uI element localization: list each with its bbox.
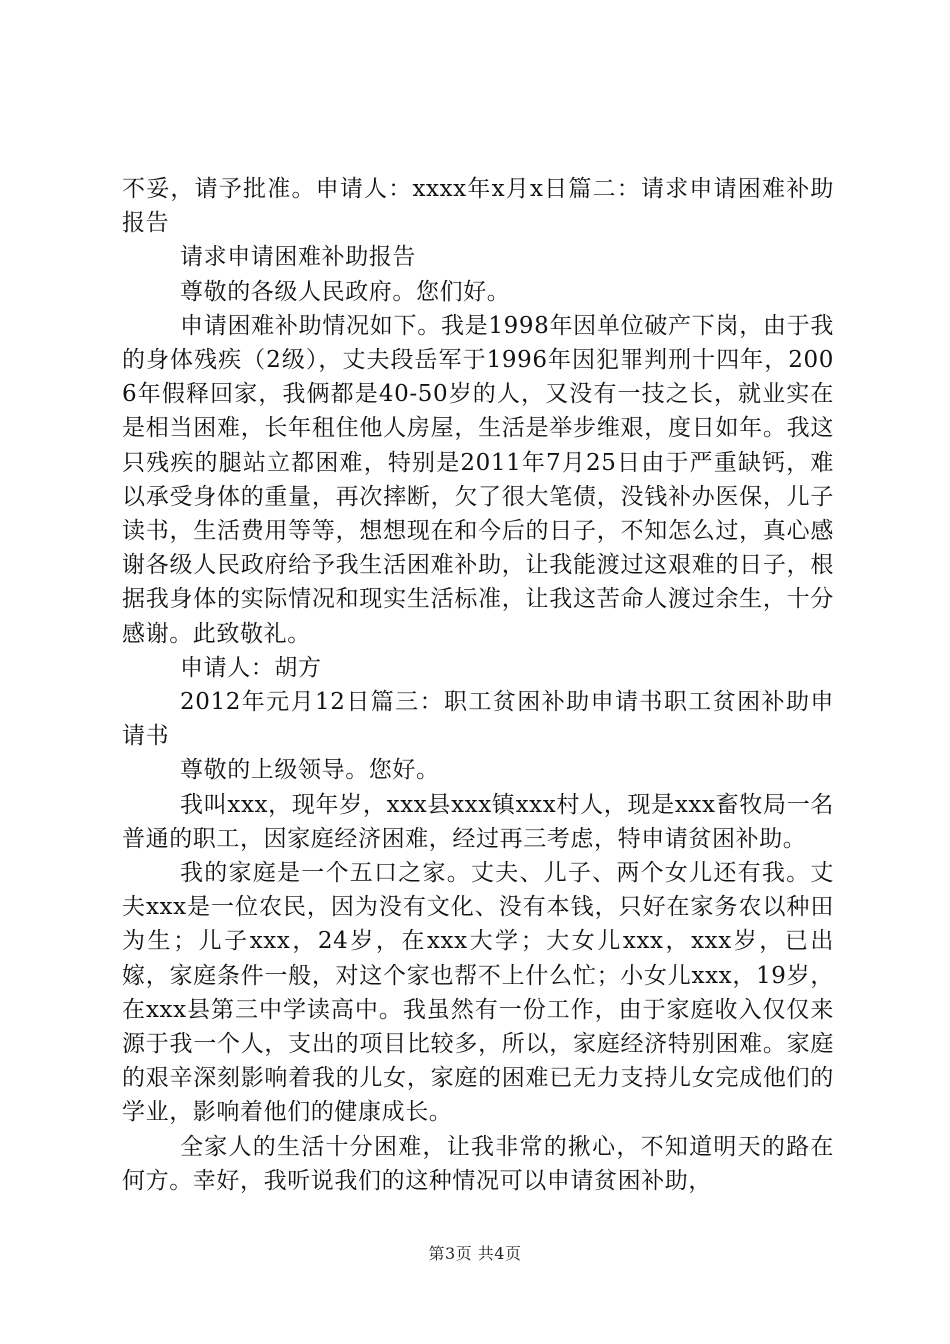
page-number-footer: 第3页 共4页 [428, 1244, 522, 1263]
paragraph-4: 申请困难补助情况如下。我是1998年因单位破产下岗，由于我的身体残疾（2级），丈夫段岳军于1996年因犯罪判刑十四年，2006年假释回家，我俩都是40-50岁的人，又没有一技之长，就业实在是相当困难，长年租住他人房屋，生活是举步维艰，度日如年。我这只残疾的腿站立都困难，特别是2011年7月25日由于严重缺钙，难以承受身体的重量，再次摔断，欠了很大笔债，没钱补办医保，儿子读书，生活费用等等，想想现在和今后的日子，不知怎么过，真心感谢各级人民政府给予我生活困难补助，让我能渡过这艰难的日子，根据我身体的实际情况和现实生活标准，让我这苦命人渡过余生，十分感谢。此致敬礼。 [122, 312, 834, 647]
paragraph-1: 不妥，请予批准。申请人：xxxx年x月x日篇二：请求申请困难补助报告 [122, 176, 834, 237]
paragraph-6: 2012年元月12日篇三：职工贫困补助申请书职工贫困补助申请书 [122, 689, 834, 750]
paragraph-10: 全家人的生活十分困难，让我非常的揪心，不知道明天的路在何方。幸好，我听说我们的这种情况可以申请贫困补助， [122, 1133, 834, 1194]
paragraph-2: 请求申请困难补助报告 [180, 244, 416, 271]
paragraph-3: 尊敬的各级人民政府。您们好。 [180, 278, 511, 305]
document-body [122, 172, 834, 1198]
paragraph-5: 申请人：胡方 [180, 654, 322, 681]
paragraph-9: 我的家庭是一个五口之家。丈夫、儿子、两个女儿还有我。丈夫xxx是一位农民，因为没有文化、没有本钱，只好在家务农以种田为生；儿子xxx，24岁，在xxx大学；大女儿xxx，xxx岁，已出嫁，家庭条件一般，对这个家也帮不上什么忙；小女儿xxx，19岁，在xxx县第三中学读高中。我虽然有一份工作，由于家庭收入仅仅来源于我一个人，支出的项目比较多，所以，家庭经济特别困难。家庭的艰辛深刻影响着我的儿女，家庭的困难已无力支持儿女完成他们的学业，影响着他们的健康成长。 [122, 860, 834, 1126]
paragraph-8: 我叫xxx，现年岁，xxx县xxx镇xxx村人，现是xxx畜牧局一名普通的职工，因家庭经济困难，经过再三考虑，特申请贫困补助。 [122, 791, 834, 852]
paragraph-7: 尊敬的上级领导。您好。 [180, 757, 440, 784]
